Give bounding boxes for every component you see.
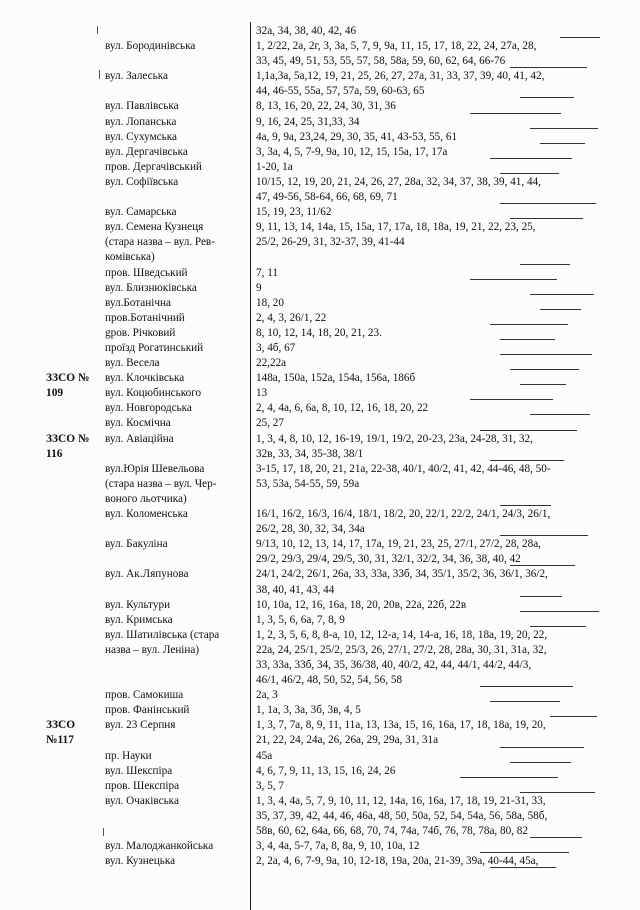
table-row [0, 99, 640, 114]
street-name: пров. Шекспіра [105, 779, 180, 792]
school-label: ЗЗСО № 116 [46, 432, 90, 460]
street-name: вул. Кузнецька [105, 855, 176, 868]
table-row [0, 462, 640, 507]
table-row [0, 175, 640, 205]
house-numbers: 3, 5, 7 [256, 779, 284, 792]
form-underline [490, 158, 572, 159]
house-numbers: 9, 16, 24, 25, 31,33, 34 [256, 115, 360, 128]
house-numbers: 9, 11, 13, 14, 14а, 15, 15а, 17, 17а, 18, 18а, 19, 21, 22, 23, 25, 25/2, 26-29, 31, 32-37, 39, 41-44 [256, 221, 536, 249]
table-row [0, 854, 640, 869]
form-underline [520, 596, 562, 597]
street-name: пров. Фанінський [105, 704, 190, 717]
form-underline [500, 203, 596, 204]
table-row [0, 794, 640, 839]
house-numbers: 22,22а [256, 357, 287, 370]
form-underline [500, 505, 551, 506]
table-row [0, 628, 640, 688]
street-name: вул.Ботанічна [105, 296, 171, 309]
form-underline [490, 867, 556, 868]
form-underline [460, 777, 558, 778]
street-name: вул. Коломенська [105, 508, 188, 521]
house-numbers: 1, 2/22, 2а, 2г, 3, 3а, 5, 7, 9, 9а, 11, 15, 17, 18, 22, 24, 27а, 28, 33, 45, 49, 51, 53, 55, 57, 58, 58а, 59, 60, 62, 64, 66-76 [256, 40, 537, 68]
table-row [0, 598, 640, 613]
house-numbers: 8, 13, 16, 20, 22, 24, 30, 31, 36 [256, 100, 396, 113]
street-name: пров. Самокиша [105, 689, 184, 702]
street-name: вул. Самарська [105, 206, 177, 219]
house-numbers: 4а, 9, 9а, 23,24, 29, 30, 35, 41, 43-53, 55, 61 [256, 130, 458, 143]
house-numbers: 1, 3, 4, 4а, 5, 7, 9, 10, 11, 12, 14а, 16, 16а, 17, 18, 19, 21-31, 33, 35, 37, 39, 42, 44, 46, 46а, 48, 50, 50а, 52, 54, 54а, 56, 58а, 58б, 58в, 60, 62, 64а, 66, 68, 70, 74, 74а, 74б, 76, 78, 78а, 80, 82 [256, 794, 548, 838]
table-row [0, 341, 640, 356]
form-underline [510, 369, 579, 370]
street-name: вул. Весела [105, 357, 160, 370]
table-row [0, 281, 640, 296]
form-underline [510, 67, 587, 68]
table-row [0, 266, 640, 281]
table-row [0, 205, 640, 220]
table-row [0, 115, 640, 130]
street-name: пров. Шведський [105, 266, 188, 279]
street-name: вул. Шатилівська (стара назва – вул. Леніна) [105, 628, 220, 656]
street-name: пр. Науки [105, 749, 152, 762]
house-numbers: 1, 1а, 3, 3а, 3б, 3в, 4, 5 [256, 704, 361, 717]
form-underline [520, 97, 574, 98]
house-numbers: 45а [256, 749, 273, 762]
house-numbers: 15, 19, 23, 11/62 [256, 206, 332, 219]
form-underline [490, 324, 568, 325]
street-name: вул. Близнюківська [105, 281, 197, 294]
form-underline [540, 143, 585, 144]
form-underline [490, 701, 560, 702]
form-underline [480, 686, 573, 687]
form-underline [500, 173, 559, 174]
house-numbers: 24/1, 24/2, 26/1, 26а, 33, 33а, 33б, 34, 35/1, 35/2, 36, 36/1, 36/2, 38, 40, 41, 43, 44 [256, 568, 548, 596]
street-name: вул. Авіаційна [105, 432, 174, 445]
house-numbers: 10, 10а, 12, 16, 16а, 18, 20, 20в, 22а, 22б, 22в [256, 598, 467, 611]
table-row [0, 688, 640, 703]
street-name: вул. Коцюбинського [105, 387, 202, 400]
street-name: вул. Кримська [105, 613, 173, 626]
street-name: вул. Лопанська [105, 115, 177, 128]
house-numbers: 8, 10, 12, 14, 18, 20, 21, 23. [256, 326, 382, 339]
house-numbers: 10/15, 12, 19, 20, 21, 24, 26, 27, 28а, 32, 34, 37, 38, 39, 41, 44, 47, 49-56, 58-64, 66, 68, 69, 71 [256, 175, 541, 204]
street-name: вул. Сухумська [105, 130, 177, 143]
form-underline [480, 852, 569, 853]
house-numbers: 1, 3, 7, 7а, 8, 9, 11, 11а, 13, 13а, 15, 16, 16а, 17, 18, 18а, 19, 20, 21, 22, 24, 24а, 26, 26а, 29, 29а, 31, 31а [256, 719, 546, 747]
house-numbers: 4, 6, 7, 9, 11, 13, 15, 16, 24, 26 [256, 764, 396, 777]
street-name: вул. 23 Серпня [105, 719, 176, 732]
street-name: вул. Семена Кузнеця (стара назва – вул. Рев- комівська) [105, 221, 215, 264]
form-underline [550, 716, 597, 717]
form-underline [530, 837, 582, 838]
form-underline [470, 279, 557, 280]
school-label: ЗЗСО №117 [46, 719, 76, 747]
street-name: вул. Залеська [105, 70, 168, 83]
table-row [0, 537, 640, 567]
form-underline [480, 430, 577, 431]
form-underline [530, 128, 598, 129]
form-underline [530, 414, 590, 415]
house-numbers: 3, 3а, 4, 5, 7-9, 9а, 10, 12, 15, 15а, 17, 17а [256, 145, 448, 158]
street-name: вул. Космічна [105, 417, 171, 430]
form-underline [520, 384, 566, 385]
table-row [0, 749, 640, 764]
form-underline [510, 565, 575, 566]
table-row [0, 326, 640, 341]
street-name: вул. Павлівська [105, 100, 179, 113]
house-numbers: 3, 4б, 67 [256, 341, 296, 354]
form-underline [470, 399, 553, 400]
street-name: пров. Дергачівський [105, 160, 202, 173]
house-numbers: 7, 11 [256, 266, 278, 279]
form-underline [560, 37, 600, 38]
table-row [0, 296, 640, 311]
house-numbers: 18, 20 [256, 296, 284, 309]
address-table [0, 24, 640, 869]
table-row [0, 779, 640, 794]
table-row [0, 24, 640, 39]
form-underline [530, 294, 594, 295]
street-name: вул. Софіївська [105, 175, 179, 188]
form-underline [490, 460, 564, 461]
house-numbers: 16/1, 16/2, 16/3, 16/4, 18/1, 18/2, 20, 22/1, 22/2, 24/1, 24/3, 26/1, 26/2, 28, 30, 32, 34, 34а [256, 508, 551, 536]
table-row [0, 703, 640, 718]
street-name: пров.Ботанічний [105, 311, 185, 324]
table-row [0, 401, 640, 416]
house-numbers: 9 [256, 281, 262, 294]
table-row [0, 160, 640, 175]
table-row [0, 416, 640, 431]
table-row [0, 718, 640, 748]
form-underline [520, 792, 595, 793]
house-numbers: 3, 4, 4а, 5-7, 7а, 8, 8а, 9, 10, 10а, 12 [256, 840, 420, 853]
street-name: вул. Малоджанкойська [105, 840, 214, 853]
form-underline [530, 626, 586, 627]
street-name: вул. Клочківська [105, 372, 185, 385]
form-underline [500, 747, 584, 748]
house-numbers: 2а, 3 [256, 689, 278, 702]
form-underline [510, 762, 571, 763]
street-name: вул. Дергачівська [105, 145, 188, 158]
house-numbers: 1, 2, 3, 5, 6, 8, 8-а, 10, 12, 12-а, 14, 14-а, 16, 18, 18а, 19, 20, 22, 22а, 24, 25/1, 25/2, 25/3, 26, 27/1, 27/2, 28, 28а, 30, 31, 31а, 32, 33, 33а, 33б, 34, 35, 36/38, 40, 40/2, 42, 44, 44/1, 44/2, 44/3, 46/1, 46/2, 48, 50, 52, 54, 56, 58 [256, 628, 548, 687]
form-underline [500, 535, 588, 536]
house-numbers: 1,1а,3а, 5а,12, 19, 21, 25, 26, 27, 27а, 31, 33, 37, 39, 40, 41, 42, 44, 46-55, 55а, 57, 57а, 59, 60-63, 65 [256, 70, 545, 98]
table-row [0, 39, 640, 69]
house-numbers: 32а, 34, 38, 40, 42, 46 [256, 25, 357, 37]
house-numbers: 2, 4, 3, 26/1, 22 [256, 311, 327, 324]
form-underline [500, 354, 592, 355]
form-underline [540, 309, 581, 310]
table-row [0, 311, 640, 326]
form-underline [510, 218, 583, 219]
table-row [0, 145, 640, 160]
table-row [0, 839, 640, 854]
house-numbers: 1, 3, 5, 6, 6а, 7, 8, 9 [256, 613, 345, 626]
form-underline [500, 339, 555, 340]
form-underline [470, 113, 561, 114]
house-numbers: 148а, 150а, 152а, 154а, 156а, 186б [256, 372, 416, 385]
table-row [0, 567, 640, 597]
street-name: вул. Шекспіра [105, 764, 173, 777]
street-name: вул. Очаківська [105, 794, 179, 807]
house-numbers: 1-20, 1а [256, 160, 293, 173]
street-name: вул.Юрія Шевельова (стара назва – вул. Чер- воного льотчика) [105, 462, 217, 505]
house-numbers: 9/13, 10, 12, 13, 14, 17, 17а, 19, 21, 23, 25, 27/1, 27/2, 28, 28а, 29/2, 29/3, 29/4, 29/5, 30, 31, 32/1, 32/2, 34, 36, 38, 40, 42 [256, 538, 541, 566]
house-numbers: 2, 2а, 4, 6, 7-9, 9а, 10, 12-18, 19а, 20а, 21-39, 39а, 40-44, 45а, [256, 855, 539, 868]
house-numbers: 2, 4, 4а, 6, 6а, 8, 10, 12, 16, 18, 20, 22 [256, 402, 429, 415]
table-row [0, 507, 640, 537]
form-underline [520, 264, 570, 265]
table-row [0, 613, 640, 628]
form-underline [520, 611, 599, 612]
school-label: ЗЗСО № 109 [46, 372, 90, 400]
street-name: вул. Новгородська [105, 402, 192, 415]
table-row [0, 432, 640, 462]
street-name: вул. Бородинівська [105, 40, 196, 53]
table-row [0, 220, 640, 265]
table-row [0, 386, 640, 401]
table-row [0, 356, 640, 371]
house-numbers: 13 [256, 387, 268, 400]
house-numbers: 3-15, 17, 18, 20, 21, 21а, 22-38, 40/1, 40/2, 41, 42, 44-46, 48, 50- 53, 53а, 54-55, 59, 59а [256, 462, 551, 490]
street-name: вул. Ак.Ляпунова [105, 568, 189, 581]
table-row [0, 764, 640, 779]
house-numbers: 25, 27 [256, 417, 284, 430]
street-name: вул. Культури [105, 598, 171, 611]
table-row [0, 130, 640, 145]
street-name: вул. Бакуліна [105, 538, 168, 551]
street-name: gров. Річковий [105, 326, 176, 339]
street-name: проїзд Рогатинський [105, 341, 204, 354]
house-numbers: 1, 3, 4, 8, 10, 12, 16-19, 19/1, 19/2, 20-23, 23а, 24-28, 31, 32, 32в, 33, 34, 35-38, 38/1 [256, 432, 533, 460]
table-row [0, 69, 640, 99]
